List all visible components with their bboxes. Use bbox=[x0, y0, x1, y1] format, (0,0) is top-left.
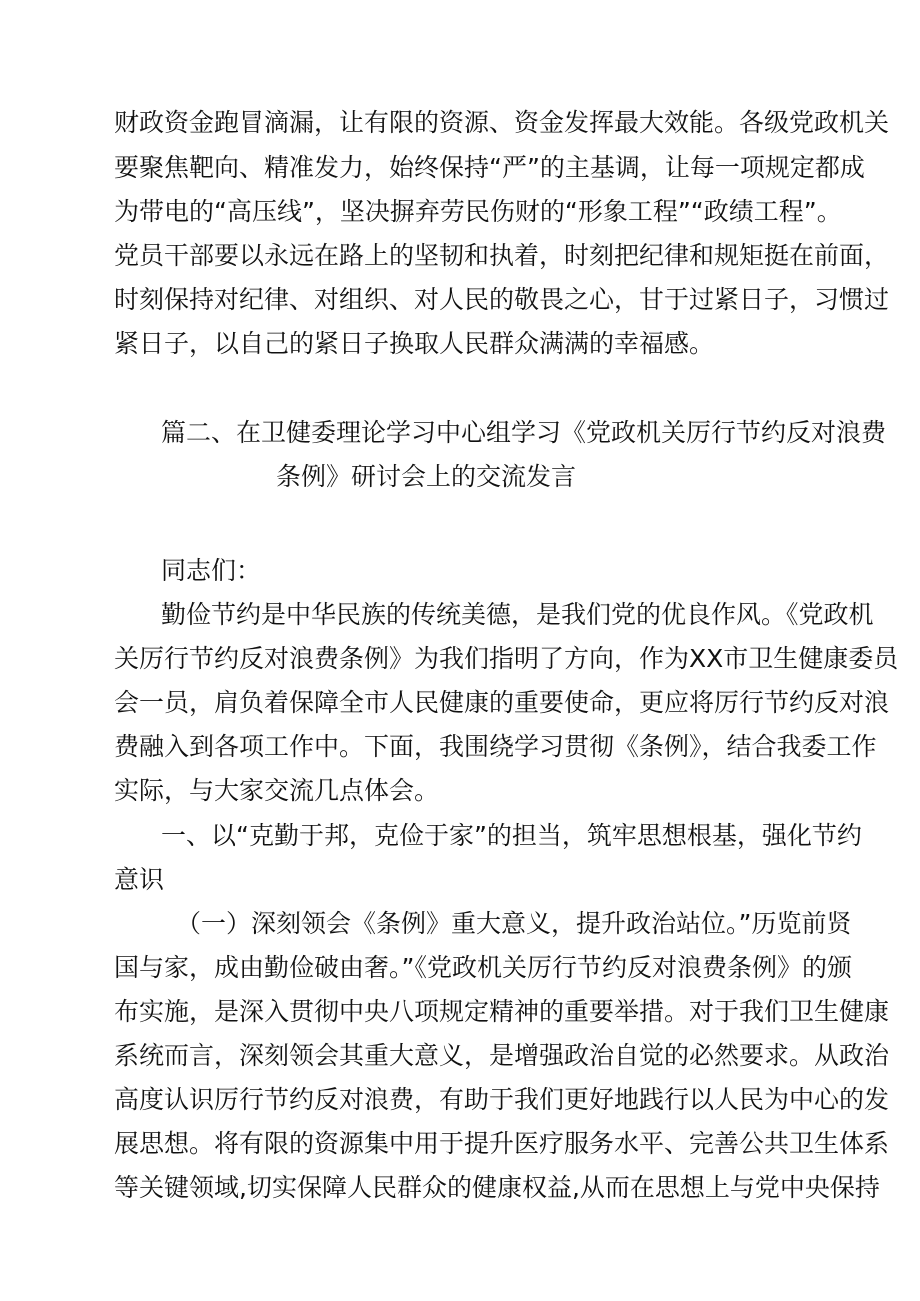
paragraph-line: 费融入到各项工作中。下面，我围绕学习贯彻《条例》，结合我委工作 bbox=[114, 732, 877, 761]
paragraph-line: 要聚焦靶向、精准发力，始终保持“严”的主基调，让每一项规定都成 bbox=[114, 153, 865, 182]
paragraph-line: 为带电的“高压线”，坚决摒弃劳民伤财的“形象工程”“政绩工程”。 bbox=[114, 197, 842, 226]
paragraph-line: 实际，与大家交流几点体会。 bbox=[114, 776, 440, 805]
paragraph-line: 高度认识厉行节约反对浪费，有助于我们更好地践行以人民为中心的发 bbox=[114, 1085, 890, 1114]
subheading-line: （一）深刻领会《条例》重大意义，提升政治站位。”历览前贤 bbox=[176, 909, 852, 938]
paragraph-line: 紧日子，以自己的紧日子换取人民群众满满的幸福感。 bbox=[114, 329, 715, 358]
heading-line: 意识 bbox=[114, 865, 165, 894]
section-title-continued: 条例》研讨会上的交流发言 bbox=[276, 462, 577, 491]
paragraph-line: 财政资金跑冒滴漏，让有限的资源、资金发挥最大效能。各级党政机关 bbox=[114, 108, 890, 137]
paragraph-line: 布实施，是深入贯彻中央八项规定精神的重要举措。对于我们卫生健康 bbox=[114, 997, 890, 1026]
paragraph-line: 党员干部要以永远在路上的坚韧和执着，时刻把纪律和规矩挺在前面， bbox=[114, 241, 890, 270]
salutation: 同志们： bbox=[161, 556, 262, 585]
paragraph-line: 勤俭节约是中华民族的传统美德，是我们党的优良作风。《党政机 bbox=[161, 600, 874, 629]
paragraph-line: 展思想。将有限的资源集中用于提升医疗服务水平、完善公共卫生体系 bbox=[114, 1129, 890, 1158]
paragraph-line: 等关键领域,切实保障人民群众的健康权益,从而在思想上与党中央保持 bbox=[114, 1173, 880, 1202]
paragraph-line: 会一员，肩负着保障全市人民健康的重要使命，更应将厉行节约反对浪 bbox=[114, 688, 890, 717]
paragraph-line: 关厉行节约反对浪费条例》为我们指明了方向，作为XX市卫生健康委员 bbox=[114, 644, 899, 673]
paragraph-line: 系统而言，深刻领会其重大意义，是增强政治自觉的必然要求。从政治 bbox=[114, 1041, 890, 1070]
heading-line: 一、以“克勤于邦，克俭于家”的担当，筑牢思想根基，强化节约 bbox=[161, 821, 862, 850]
section-title: 篇二、在卫健委理论学习中心组学习《党政机关厉行节约反对浪费 bbox=[161, 418, 887, 447]
paragraph-line: 国与家，成由勤俭破由奢。”《党政机关厉行节约反对浪费条例》的颁 bbox=[114, 953, 852, 982]
paragraph-line: 时刻保持对纪律、对组织、对人民的敬畏之心，甘于过紧日子，习惯过 bbox=[114, 285, 890, 314]
